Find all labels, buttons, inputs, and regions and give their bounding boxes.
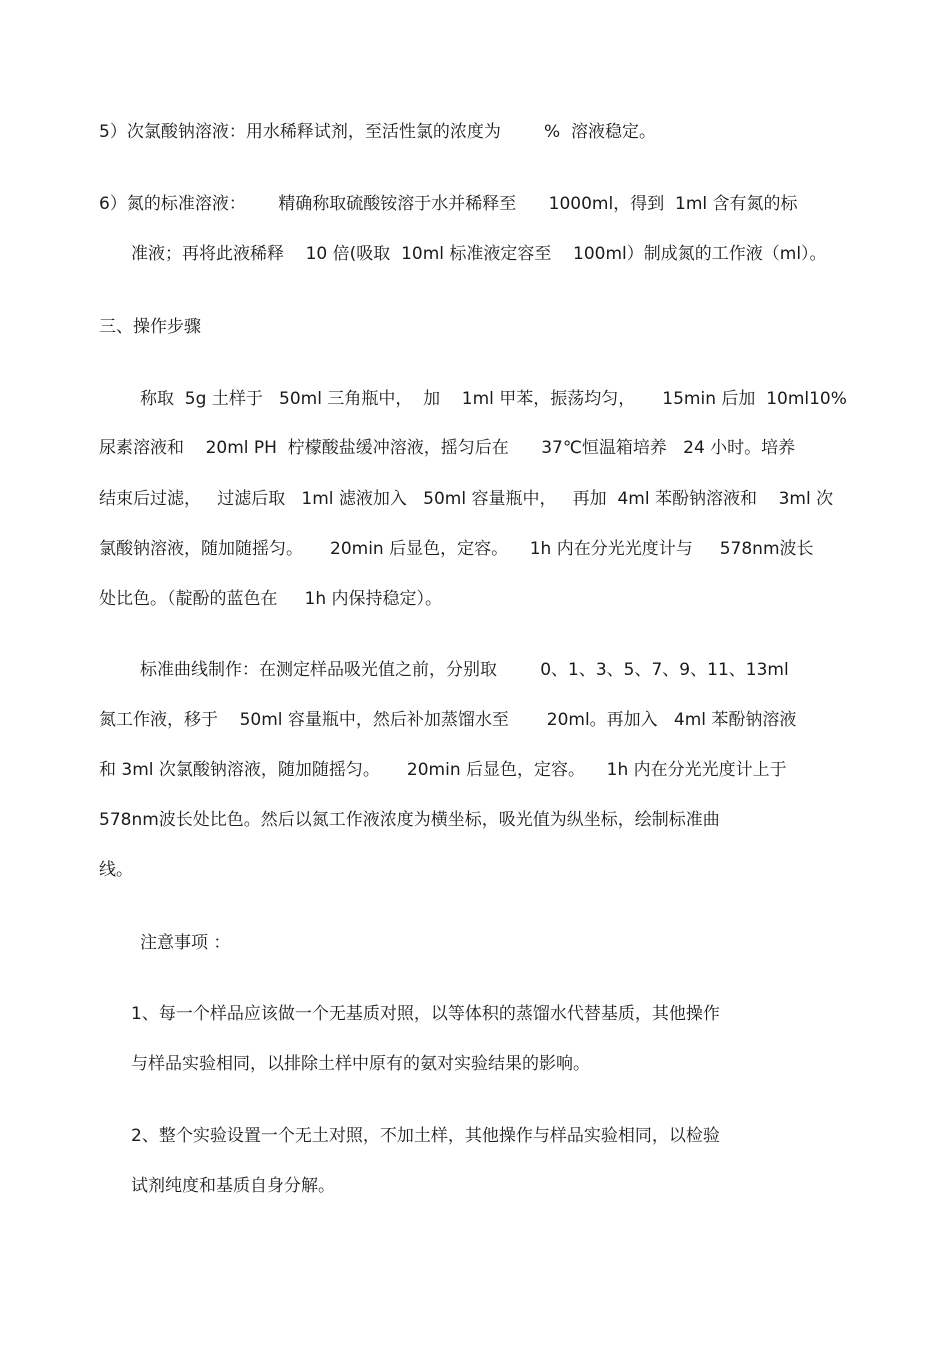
note-1-line-2: 与样品实验相同，以排除土样中原有的氨对实验结果的影响。 [131, 1054, 590, 1074]
procedure-line: 尿素溶液和 20ml PH 柠檬酸盐缓冲溶液，摇匀后在 37℃恒温箱培养 24 小时。培养 [99, 438, 796, 458]
reagent-item-6-line-1: 6）氮的标准溶液： 精确称取硫酸铵溶于水并稀释至 1000ml，得到 1ml 含有氮的标 [99, 194, 798, 214]
procedure-line: 称取 5g 土样于 50ml 三角瓶中， 加 1ml 甲苯，振荡均匀， 15min 后加 10ml10% [140, 389, 847, 409]
section-title: 三、操作步骤 [99, 317, 201, 337]
reagent-item-6-line-2: 准液；再将此液稀释 10 倍(吸取 10ml 标准液定容至 100ml）制成氮的工作液（ml）。 [131, 244, 827, 264]
procedure-line: 氯酸钠溶液，随加随摇匀。 20min 后显色，定容。 1h 内在分光光度计与 578nm波长 [99, 539, 814, 559]
procedure-line: 处比色。（靛酚的蓝色在 1h 内保持稳定）。 [99, 589, 443, 609]
standard-curve-line: 氮工作液，移于 50ml 容量瓶中，然后补加蒸馏水至 20ml。再加入 4ml 苯酚钠溶液 [99, 710, 797, 730]
standard-curve-line: 标准曲线制作：在测定样品吸光值之前，分别取 0、1、3、5、7、9、11、13ml [140, 660, 789, 680]
standard-curve-line: 和 3ml 次氯酸钠溶液，随加随摇匀。 20min 后显色，定容。 1h 内在分光光度计上于 [99, 760, 787, 780]
procedure-line: 结束后过滤， 过滤后取 1ml 滤液加入 50ml 容量瓶中， 再加 4ml 苯酚钠溶液和 3ml 次 [99, 489, 834, 509]
standard-curve-line: 线。 [99, 860, 133, 880]
note-1-line-1: 1、每一个样品应该做一个无基质对照，以等体积的蒸馏水代替基质，其他操作 [131, 1004, 720, 1024]
note-2-line-2: 试剂纯度和基质自身分解。 [131, 1176, 335, 1196]
note-2-line-1: 2、整个实验设置一个无土对照，不加土样，其他操作与样品实验相同，以检验 [131, 1126, 720, 1146]
reagent-item-5: 5）次氯酸钠溶液：用水稀释试剂，至活性氯的浓度为 % 溶液稳定。 [99, 122, 657, 142]
standard-curve-line: 578nm波长处比色。然后以氮工作液浓度为横坐标，吸光值为纵坐标，绘制标准曲 [99, 810, 720, 830]
notes-title: 注意事项 ： [140, 933, 231, 953]
